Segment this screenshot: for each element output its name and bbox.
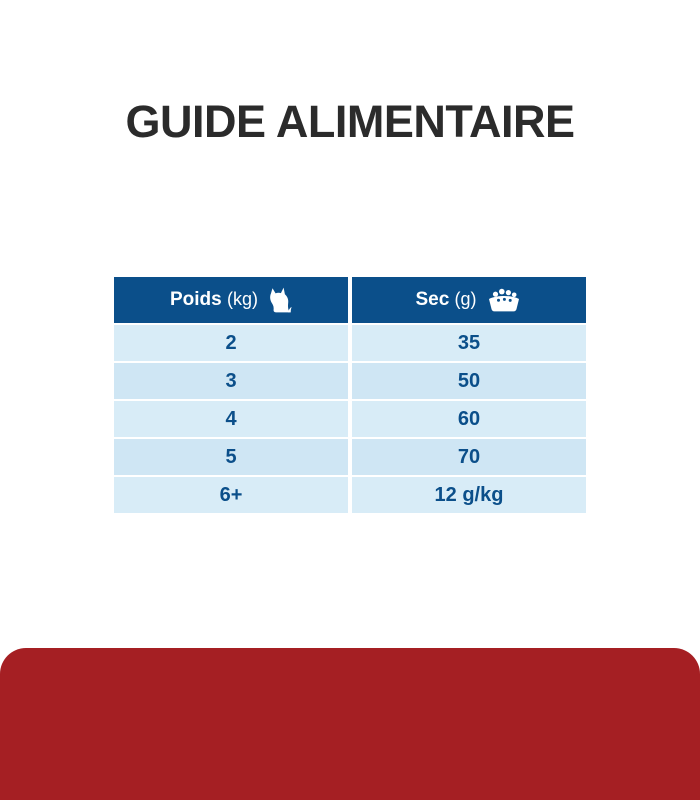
dog-bowl-icon: [485, 287, 523, 313]
cell-weight: 4: [114, 401, 348, 437]
cell-dry: 70: [352, 439, 586, 475]
cell-weight: 6+: [114, 477, 348, 513]
cell-dry: 12 g/kg: [352, 477, 586, 513]
table-body: [114, 325, 586, 513]
page-title: GUIDE ALIMENTAIRE: [125, 96, 575, 147]
table-row: [114, 363, 586, 399]
bottom-red-band: [0, 648, 700, 800]
table-header-row: [114, 277, 586, 323]
column-header-dry: [352, 277, 586, 323]
cell-weight: 2: [114, 325, 348, 361]
cell-dry: 60: [352, 401, 586, 437]
cell-dry: 35: [352, 325, 586, 361]
cell-weight: 5: [114, 439, 348, 475]
column-header-dry-label: Sec: [415, 289, 450, 310]
cat-icon: [266, 285, 292, 315]
cell-weight: 3: [114, 363, 348, 399]
feeding-table-container: [110, 275, 590, 515]
table-row: [114, 477, 586, 513]
feeding-guide-table: [110, 275, 590, 515]
table-row: [114, 439, 586, 475]
column-header-weight-label: Poids: [169, 289, 222, 310]
column-header-weight-unit: (kg): [227, 289, 258, 309]
table-row: [114, 401, 586, 437]
column-header-weight: [114, 277, 348, 323]
cell-dry: 50: [352, 363, 586, 399]
column-header-dry-unit: (g): [454, 289, 477, 309]
table-row: [114, 325, 586, 361]
